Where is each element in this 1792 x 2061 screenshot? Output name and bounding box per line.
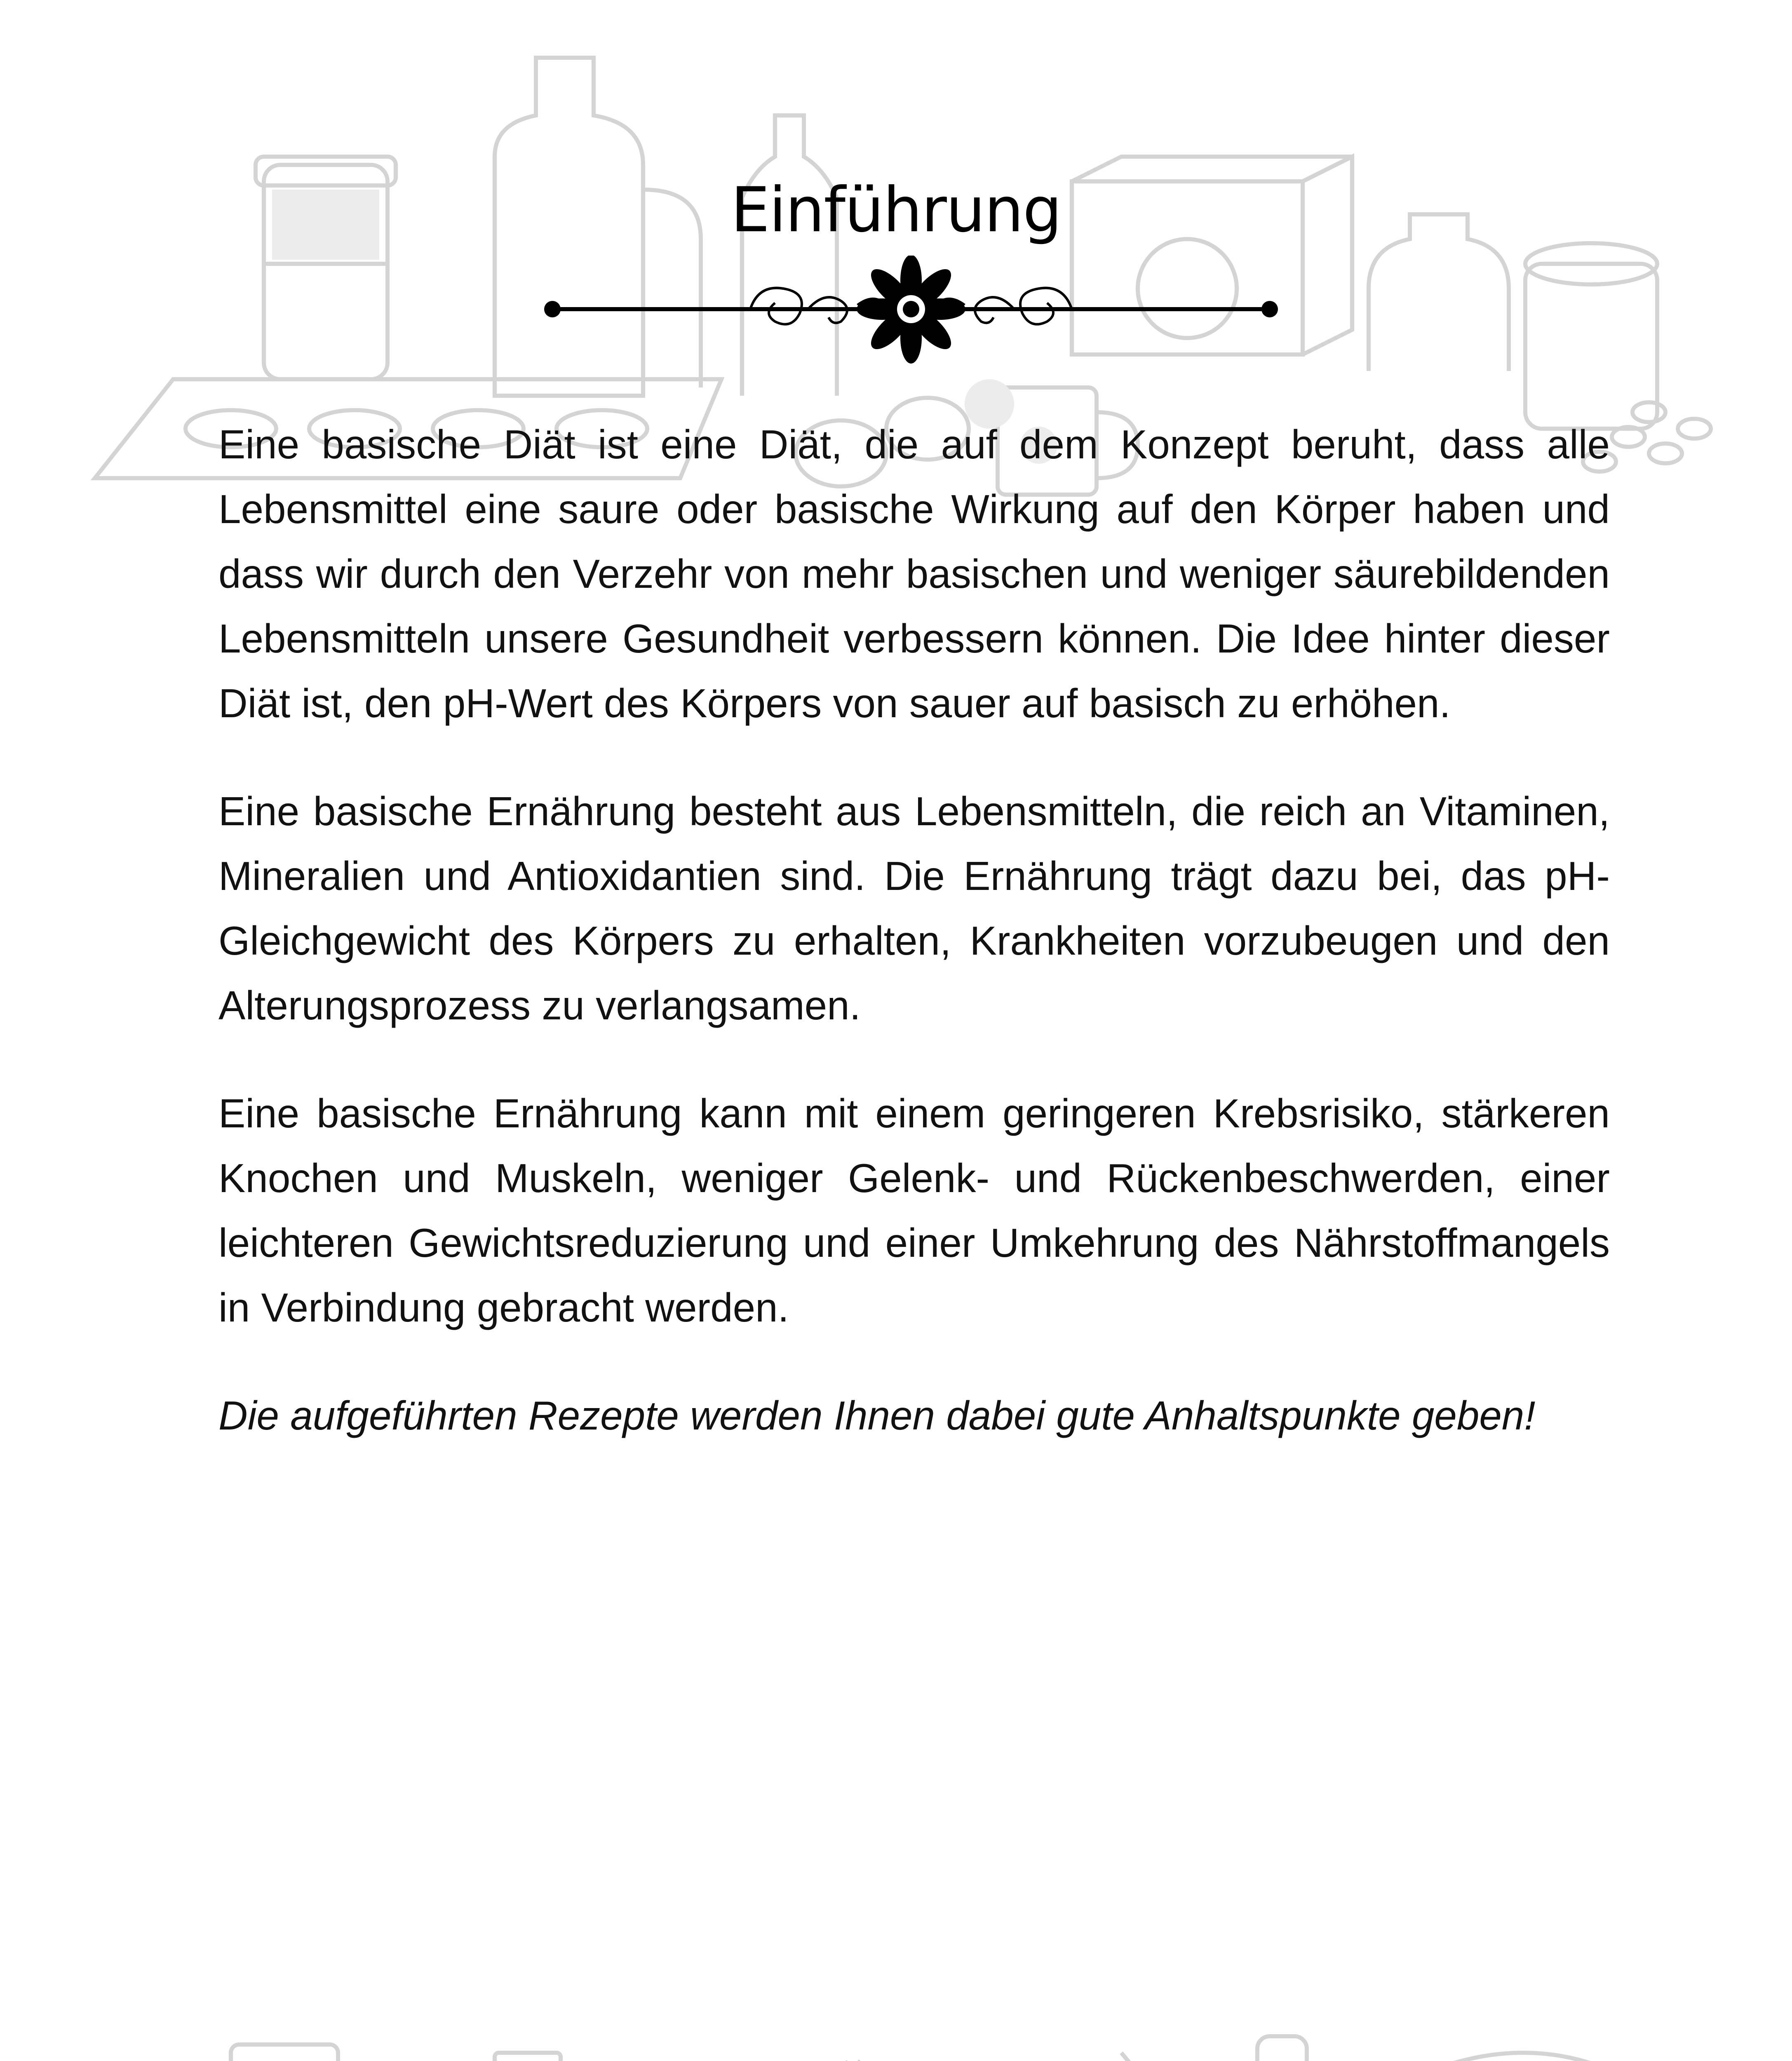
body-text — [218, 412, 1610, 1491]
closing-note: Die aufgeführten Rezepte werden Ihnen dabei gute Anhaltspunkte geben! — [218, 1393, 1536, 1438]
kitchen-utensils-illustration — [0, 2012, 1792, 2061]
paragraph: Eine basische Diät ist eine Diät, die auf dem Konzept beruht, dass alle Lebensmittel eine saure oder basische Wirkung auf den Körper haben und dass wir durch den Verzehr von mehr basischen und weniger säurebildenden Lebensmitteln unsere Gesundheit verbessern können. Die Idee hinter dieser Diät ist, den pH-Wert des Körpers von sauer auf basisch zu erhöhen. — [218, 422, 1610, 726]
page-title: Einführung — [730, 174, 1062, 246]
flourish-divider-icon — [544, 256, 1278, 371]
paragraph: Eine basische Ernährung besteht aus Lebensmitteln, die reich an Vitaminen, Mineralien und Antioxidantien sind. Die Ernährung trägt dazu bei, das pH-Gleichgewicht des Körpers zu erhalten, Krankheiten vorzubeugen und den Alterungsprozess zu verlangsamen. — [218, 789, 1610, 1028]
paragraph: Eine basische Ernährung kann mit einem geringeren Krebsrisiko, stärkeren Knochen und Muskeln, weniger Gelenk- und Rückenbeschwerden, einer leichteren Gewichtsreduzierung und einer Umkehrung des Nährstoffmangels in Verbindung gebracht werden. — [218, 1091, 1610, 1330]
